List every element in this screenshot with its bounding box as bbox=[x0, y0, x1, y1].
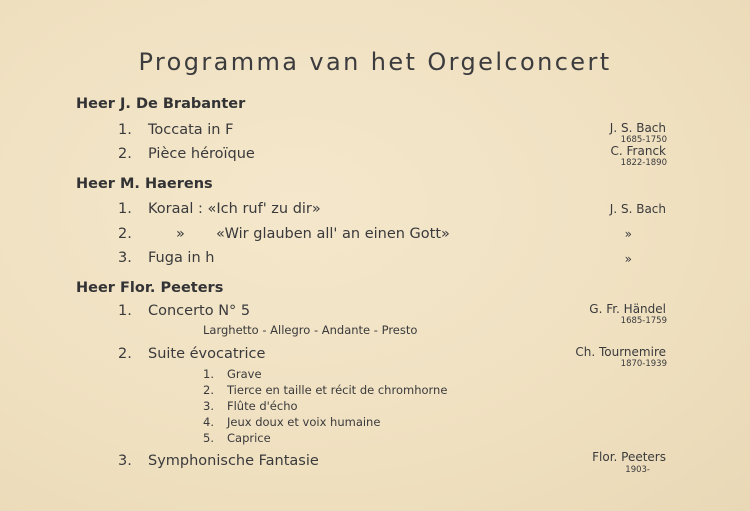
movements-line: Larghetto - Allegro - Andante - Presto bbox=[203, 323, 418, 337]
piece-title: Koraal : «Ich ruf' zu dir» bbox=[148, 201, 321, 217]
composer: J. S. Bach bbox=[609, 121, 666, 135]
piece-title: Toccata in F bbox=[148, 122, 234, 138]
piece-title: Symphonische Fantasie bbox=[148, 453, 319, 469]
piece-number: 1. bbox=[118, 122, 132, 138]
movement-number: 3. bbox=[203, 399, 214, 413]
piece-number: 2. bbox=[118, 226, 132, 242]
composer: G. Fr. Händel bbox=[589, 302, 666, 316]
movement-title: Flûte d'écho bbox=[227, 399, 298, 413]
piece-number: 1. bbox=[118, 201, 132, 217]
composer: Flor. Peeters bbox=[592, 450, 666, 464]
piece-number: 1. bbox=[118, 303, 132, 319]
movement-title: Tierce en taille et récit de chromhorne bbox=[227, 383, 448, 397]
composer-years: 1685-1759 bbox=[620, 316, 667, 326]
piece-number: 3. bbox=[118, 453, 132, 469]
piece-title: Suite évocatrice bbox=[148, 346, 266, 362]
movement-number: 5. bbox=[203, 431, 214, 445]
movement-number: 2. bbox=[203, 383, 214, 397]
piece-number: 2. bbox=[118, 346, 132, 362]
composer: J. S. Bach bbox=[609, 202, 666, 216]
piece-number: 3. bbox=[118, 250, 132, 266]
composer-years: 1822-1890 bbox=[620, 158, 667, 168]
composer-years: 1870-1939 bbox=[620, 359, 667, 369]
movement-title: Grave bbox=[227, 367, 262, 381]
piece-title: «Wir glauben all' an einen Gott» bbox=[216, 226, 450, 242]
composer: Ch. Tournemire bbox=[575, 345, 666, 359]
piece-title: Pièce héroïque bbox=[148, 146, 255, 162]
performer-name: Heer Flor. Peeters bbox=[76, 280, 224, 296]
composer: » bbox=[624, 252, 632, 266]
movement-title: Jeux doux et voix humaine bbox=[227, 415, 381, 429]
composer-years: 1685-1750 bbox=[620, 135, 667, 145]
page-title: Programma van het Orgelconcert bbox=[138, 48, 612, 76]
piece-number: 2. bbox=[118, 146, 132, 162]
performer-name: Heer J. De Brabanter bbox=[76, 96, 246, 112]
composer: » bbox=[624, 227, 632, 241]
movement-number: 1. bbox=[203, 367, 214, 381]
performer-name: Heer M. Haerens bbox=[76, 176, 213, 192]
composer-years: 1903- bbox=[625, 465, 650, 475]
movement-title: Caprice bbox=[227, 431, 271, 445]
piece-title: Concerto N° 5 bbox=[148, 303, 251, 319]
piece-title: Fuga in h bbox=[148, 250, 215, 266]
composer: C. Franck bbox=[610, 144, 666, 158]
ditto-mark: » bbox=[176, 226, 185, 242]
movement-number: 4. bbox=[203, 415, 214, 429]
